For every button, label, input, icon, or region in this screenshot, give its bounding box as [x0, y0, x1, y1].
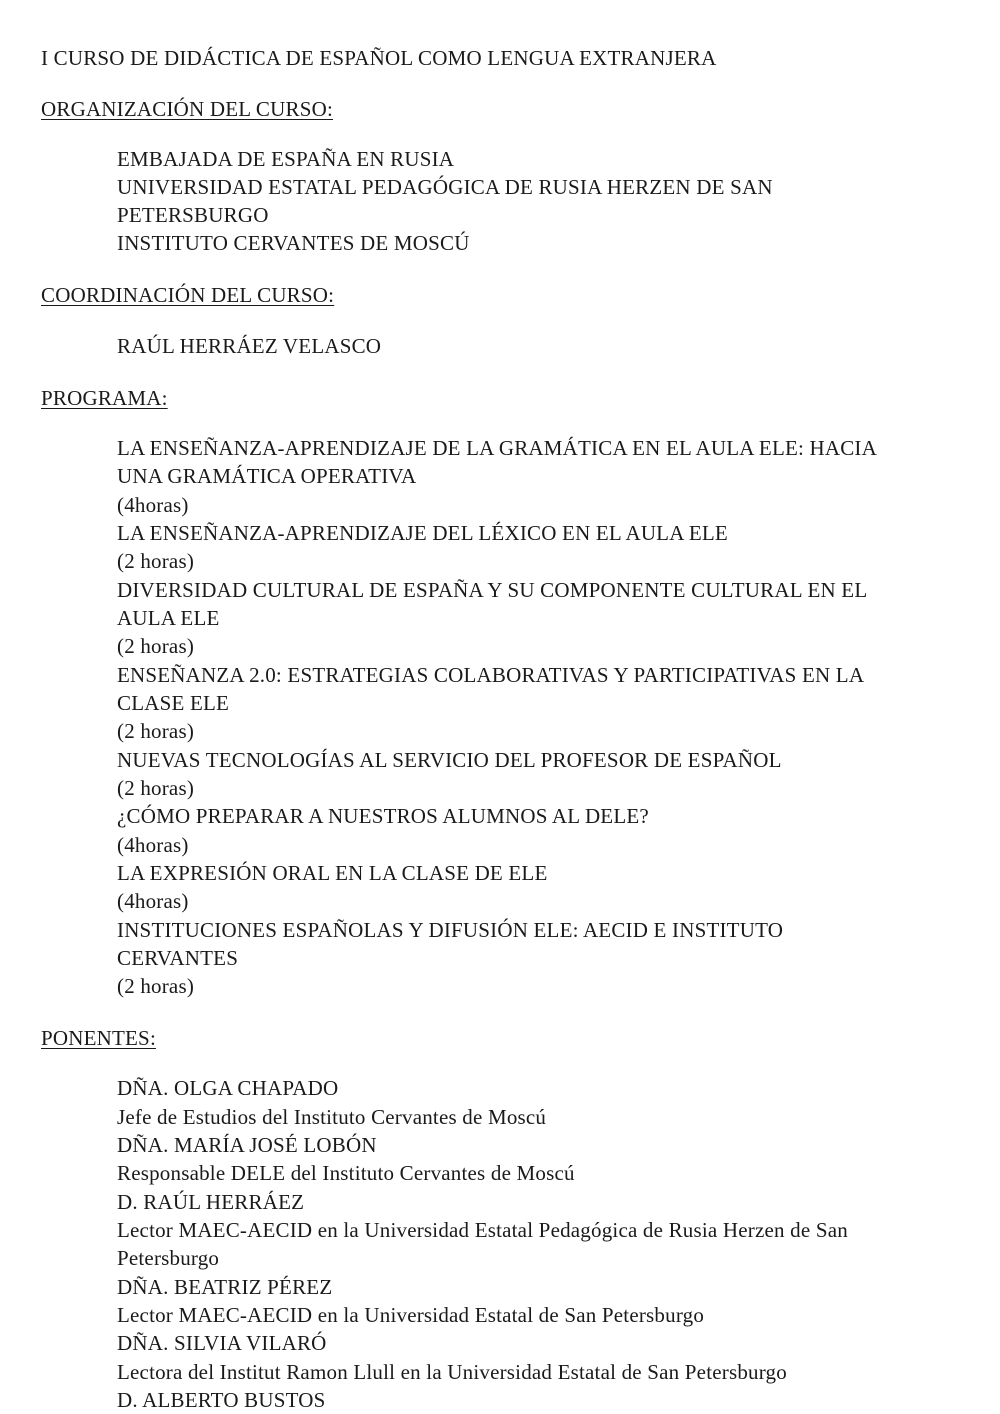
programa-hours: (4horas): [117, 833, 189, 857]
ponente-name: DÑA. OLGA CHAPADO: [117, 1076, 339, 1100]
programa-line: INSTITUCIONES ESPAÑOLAS Y DIFUSIÓN ELE: AECID E INSTITUTO: [117, 918, 784, 942]
ponente-name: DÑA. BEATRIZ PÉREZ: [117, 1275, 333, 1299]
programa-line: CERVANTES: [117, 946, 239, 970]
programa-line: ¿CÓMO PREPARAR A NUESTROS ALUMNOS AL DELE?: [117, 804, 649, 828]
ponente-role: Lector MAEC-AECID en la Universidad Estatal de San Petersburgo: [117, 1303, 705, 1327]
programa-hours: (4horas): [117, 493, 189, 517]
programa-line: CLASE ELE: [117, 691, 230, 715]
programa-hours: (2 horas): [117, 719, 195, 743]
programa-hours: (2 horas): [117, 974, 195, 998]
ponente-role: Jefe de Estudios del Instituto Cervantes de Moscú: [117, 1105, 547, 1129]
programa-line: DIVERSIDAD CULTURAL DE ESPAÑA Y SU COMPONENTE CULTURAL EN EL: [117, 578, 868, 602]
programa-line: LA EXPRESIÓN ORAL EN LA CLASE DE ELE: [117, 861, 548, 885]
programa-line: NUEVAS TECNOLOGÍAS AL SERVICIO DEL PROFESOR DE ESPAÑOL: [117, 748, 782, 772]
programa-line: AULA ELE: [117, 606, 220, 630]
programa-hours: (4horas): [117, 889, 189, 913]
organizacion-line: EMBAJADA DE ESPAÑA EN RUSIA: [117, 147, 455, 171]
programa-hours: (2 horas): [117, 634, 195, 658]
organizacion-line: UNIVERSIDAD ESTATAL PEDAGÓGICA DE RUSIA HERZEN DE SAN: [117, 175, 773, 199]
programa-line: UNA GRAMÁTICA OPERATIVA: [117, 464, 417, 488]
programa-hours: (2 horas): [117, 776, 195, 800]
programa-line: ENSEÑANZA 2.0: ESTRATEGIAS COLABORATIVAS Y PARTICIPATIVAS EN LA: [117, 663, 865, 687]
programa-line: LA ENSEÑANZA-APRENDIZAJE DE LA GRAMÁTICA EN EL AULA ELE: HACIA: [117, 436, 877, 460]
programa-hours: (2 horas): [117, 549, 195, 573]
organizacion-heading: ORGANIZACIÓN DEL CURSO:: [41, 97, 333, 121]
ponente-name: DÑA. SILVIA VILARÓ: [117, 1331, 327, 1355]
ponente-name: DÑA. MARÍA JOSÉ LOBÓN: [117, 1133, 377, 1157]
ponente-role: Responsable DELE del Instituto Cervantes de Moscú: [117, 1161, 575, 1185]
ponente-role: Petersburgo: [117, 1246, 220, 1270]
document-title: I CURSO DE DIDÁCTICA DE ESPAÑOL COMO LENGUA EXTRANJERA: [41, 46, 717, 70]
coordinador-name: RAÚL HERRÁEZ VELASCO: [117, 334, 382, 358]
organizacion-line: INSTITUTO CERVANTES DE MOSCÚ: [117, 231, 470, 255]
ponente-role: Lector MAEC-AECID en la Universidad Estatal Pedagógica de Rusia Herzen de San: [117, 1218, 848, 1242]
programa-heading: PROGRAMA:: [41, 386, 168, 410]
programa-line: LA ENSEÑANZA-APRENDIZAJE DEL LÉXICO EN EL AULA ELE: [117, 521, 728, 545]
ponente-name: D. ALBERTO BUSTOS: [117, 1388, 326, 1412]
coordinacion-heading: COORDINACIÓN DEL CURSO:: [41, 283, 335, 307]
ponente-role: Lectora del Institut Ramon Llull en la Universidad Estatal de San Petersburgo: [117, 1360, 787, 1384]
ponentes-heading: PONENTES:: [41, 1026, 156, 1050]
organizacion-line: PETERSBURGO: [117, 203, 269, 227]
ponente-name: D. RAÚL HERRÁEZ: [117, 1190, 305, 1214]
